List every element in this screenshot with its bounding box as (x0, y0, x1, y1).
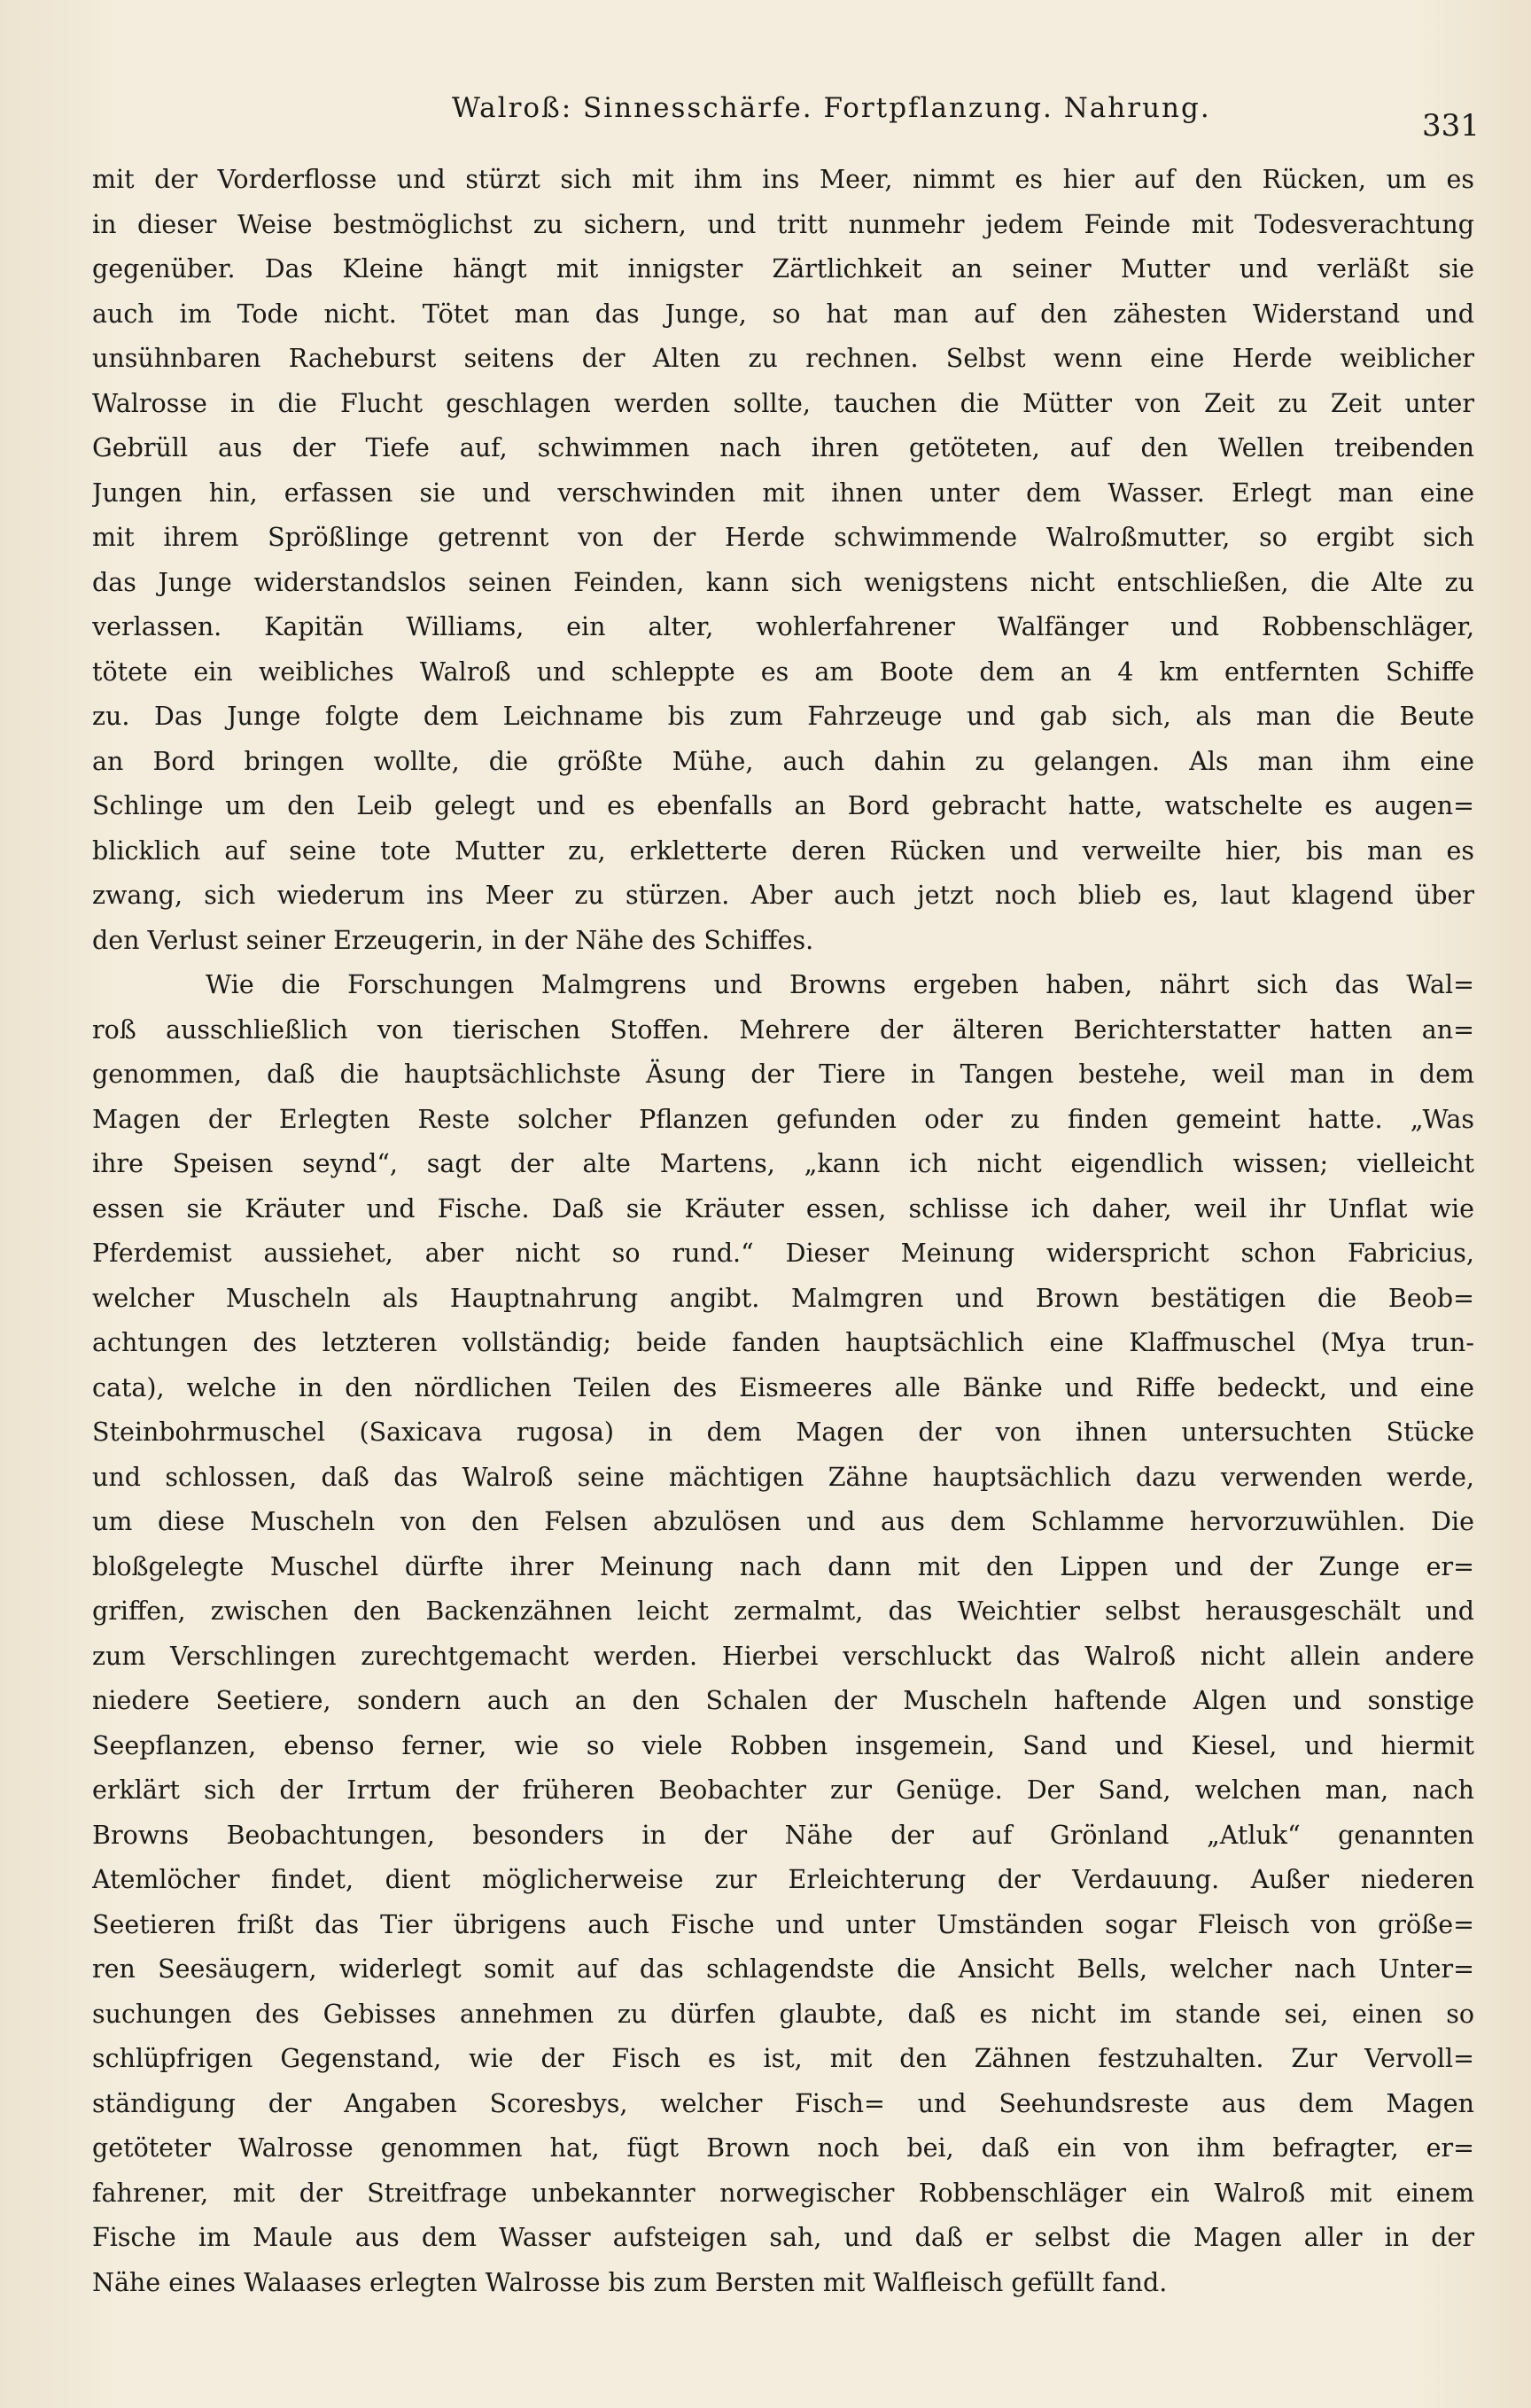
text-line: Steinbohrmuschel (Saxicava rugosa) in dem Magen der von ihnen untersuchten Stücke (92, 1418, 1474, 1447)
text-line: ständigung der Angaben Scoresbys, welcher Fisch= und Seehundsreste aus dem Magen (92, 2088, 1474, 2118)
text-line: schlüpfrigen Gegenstand, wie der Fisch es ist, mit den Zähnen festzuhalten. Zur Vervoll= (92, 2044, 1474, 2073)
text-line: cata), welche in den nördlichen Teilen des Eismeeres alle Bänke und Riffe bedeckt, und eine (92, 1372, 1474, 1402)
text-line: ihre Speisen seynd“, sagt der alte Martens, „kann ich nicht eigendlich wissen; vielleicht (92, 1149, 1474, 1178)
text-line: Magen der Erlegten Reste solcher Pflanzen gefunden oder zu finden gemeint hatte. „Was (92, 1104, 1474, 1134)
text-line: roß ausschließlich von tierischen Stoffen. Mehrere der älteren Berichterstatter hatten an= (92, 1014, 1474, 1045)
text-line: Walrosse in die Flucht geschlagen werden sollte, tauchen die Mütter von Zeit zu Zeit unter (92, 388, 1474, 418)
body-text (92, 158, 1474, 2305)
text-line: verlassen. Kapitän Williams, ein alter, wohlerfahrener Walfänger und Robbenschläger, (92, 612, 1474, 641)
text-line: fahrener, mit der Streitfrage unbekannter norwegischer Robbenschläger ein Walroß mit einem (92, 2178, 1474, 2208)
page-number: 331 (1422, 108, 1480, 144)
text-line: getöteter Walrosse genommen hat, fügt Brown noch bei, daß ein von ihm befragter, er= (92, 2133, 1474, 2163)
text-line: das Junge widerstandslos seinen Feinden, kann sich wenigstens nicht entschließen, die Alte zu (92, 567, 1474, 597)
text-line: gegenüber. Das Kleine hängt mit innigster Zärtlichkeit an seiner Mutter und verläßt sie (92, 254, 1474, 284)
text-line: um diese Muscheln von den Felsen abzulösen und aus dem Schlamme hervorzuwühlen. Die (92, 1507, 1474, 1536)
text-line: Wie die Forschungen Malmgrens und Browns ergeben haben, nährt sich das Wal= (206, 970, 1474, 999)
text-line: ren Seesäugern, widerlegt somit auf das schlagendste die Ansicht Bells, welcher nach Unter= (92, 1954, 1474, 1984)
text-line: Seetieren frißt das Tier übrigens auch Fische und unter Umständen sogar Fleisch von größe= (92, 1909, 1474, 1939)
text-line: zum Verschlingen zurechtgemacht werden. Hierbei verschluckt das Walroß nicht allein andere (92, 1641, 1474, 1671)
text-line: bloßgelegte Muschel dürfte ihrer Meinung nach dann mit den Lippen und der Zunge er= (92, 1551, 1474, 1581)
text-line: niedere Seetiere, sondern auch an den Schalen der Muscheln haftende Algen und sonstige (92, 1686, 1474, 1715)
text-line: unsühnbaren Racheburst seitens der Alten zu rechnen. Selbst wenn eine Herde weiblicher (92, 344, 1474, 373)
text-line: Pferdemist aussiehet, aber nicht so rund.“ Dieser Meinung widerspricht schon Fabricius, (92, 1239, 1474, 1268)
text-line: in dieser Weise bestmöglichst zu sichern, und tritt nunmehr jedem Feinde mit Todesverachtung (92, 209, 1474, 239)
text-line: zwang, sich wiederum ins Meer zu stürzen. Aber auch jetzt noch blieb es, laut klagend über (92, 881, 1474, 910)
text-line: essen sie Kräuter und Fische. Daß sie Kräuter essen, schlisse ich daher, weil ihr Unflat wie (92, 1193, 1474, 1223)
text-line: mit der Vorderflosse und stürzt sich mit ihm ins Meer, nimmt es hier auf den Rücken, um es (92, 165, 1474, 194)
text-line: blicklich auf seine tote Mutter zu, erkletterte deren Rücken und verweilte hier, bis man es (92, 835, 1474, 866)
text-line: Nähe eines Walaases erlegten Walrosse bis zum Bersten mit Walfleisch gefüllt fand. (92, 2267, 1168, 2297)
text-line: Schlinge um den Leib gelegt und es ebenfalls an Bord gebracht hatte, watschelte es augen= (92, 791, 1474, 820)
text-line: tötete ein weibliches Walroß und schleppte es am Boote dem an 4 km entfernten Schiffe (92, 656, 1474, 687)
text-line: welcher Muscheln als Hauptnahrung angibt. Malmgren und Brown bestätigen die Beob= (92, 1283, 1474, 1313)
running-head: Walroß: Sinnesschärfe. Fortpflanzung. Nahrung. (452, 92, 1211, 124)
text-line: und schlossen, daß das Walroß seine mächtigen Zähne hauptsächlich dazu verwenden werde, (92, 1462, 1474, 1492)
text-line: achtungen des letzteren vollständig; beide fanden hauptsächlich eine Klaffmuschel (Mya trun- (92, 1328, 1474, 1357)
text-line: griffen, zwischen den Backenzähnen leicht zermalmt, das Weichtier selbst herausgeschält und (92, 1596, 1474, 1626)
text-line: zu. Das Junge folgte dem Leichname bis zum Fahrzeuge und gab sich, als man die Beute (92, 702, 1474, 731)
text-line: Seepflanzen, ebenso ferner, wie so viele Robben insgemein, Sand und Kiesel, und hiermit (92, 1730, 1474, 1760)
text-line: mit ihrem Sprößlinge getrennt von der Herde schwimmende Walroßmutter, so ergibt sich (92, 523, 1474, 552)
text-line: genommen, daß die hauptsächlichste Äsung der Tiere in Tangen bestehe, weil man in dem (92, 1060, 1474, 1089)
text-line: Gebrüll aus der Tiefe auf, schwimmen nach ihren getöteten, auf den Wellen treibenden (92, 433, 1474, 462)
text-line: an Bord bringen wollte, die größte Mühe, auch dahin zu gelangen. Als man ihm eine (92, 746, 1474, 776)
text-line: Browns Beobachtungen, besonders in der Nähe der auf Grönland „Atluk“ genannten (92, 1820, 1474, 1850)
text-line: Atemlöcher findet, dient möglicherweise zur Erleichterung der Verdauung. Außer niederen (92, 1865, 1474, 1894)
text-line: Fische im Maule aus dem Wasser aufsteigen sah, und daß er selbst die Magen aller in der (92, 2223, 1474, 2252)
text-line: auch im Tode nicht. Tötet man das Junge, so hat man auf den zähesten Widerstand und (92, 299, 1474, 329)
text-line: Jungen hin, erfassen sie und verschwinden mit ihnen unter dem Wasser. Erlegt man eine (92, 478, 1474, 508)
text-line: erklärt sich der Irrtum der früheren Beobachter zur Genüge. Der Sand, welchen man, nach (92, 1775, 1474, 1805)
text-line: suchungen des Gebisses annehmen zu dürfen glaubte, daß es nicht im stande sei, einen so (92, 1999, 1474, 2029)
page-header (0, 92, 1531, 145)
text-line: den Verlust seiner Erzeugerin, in der Nähe des Schiffes. (92, 925, 814, 955)
